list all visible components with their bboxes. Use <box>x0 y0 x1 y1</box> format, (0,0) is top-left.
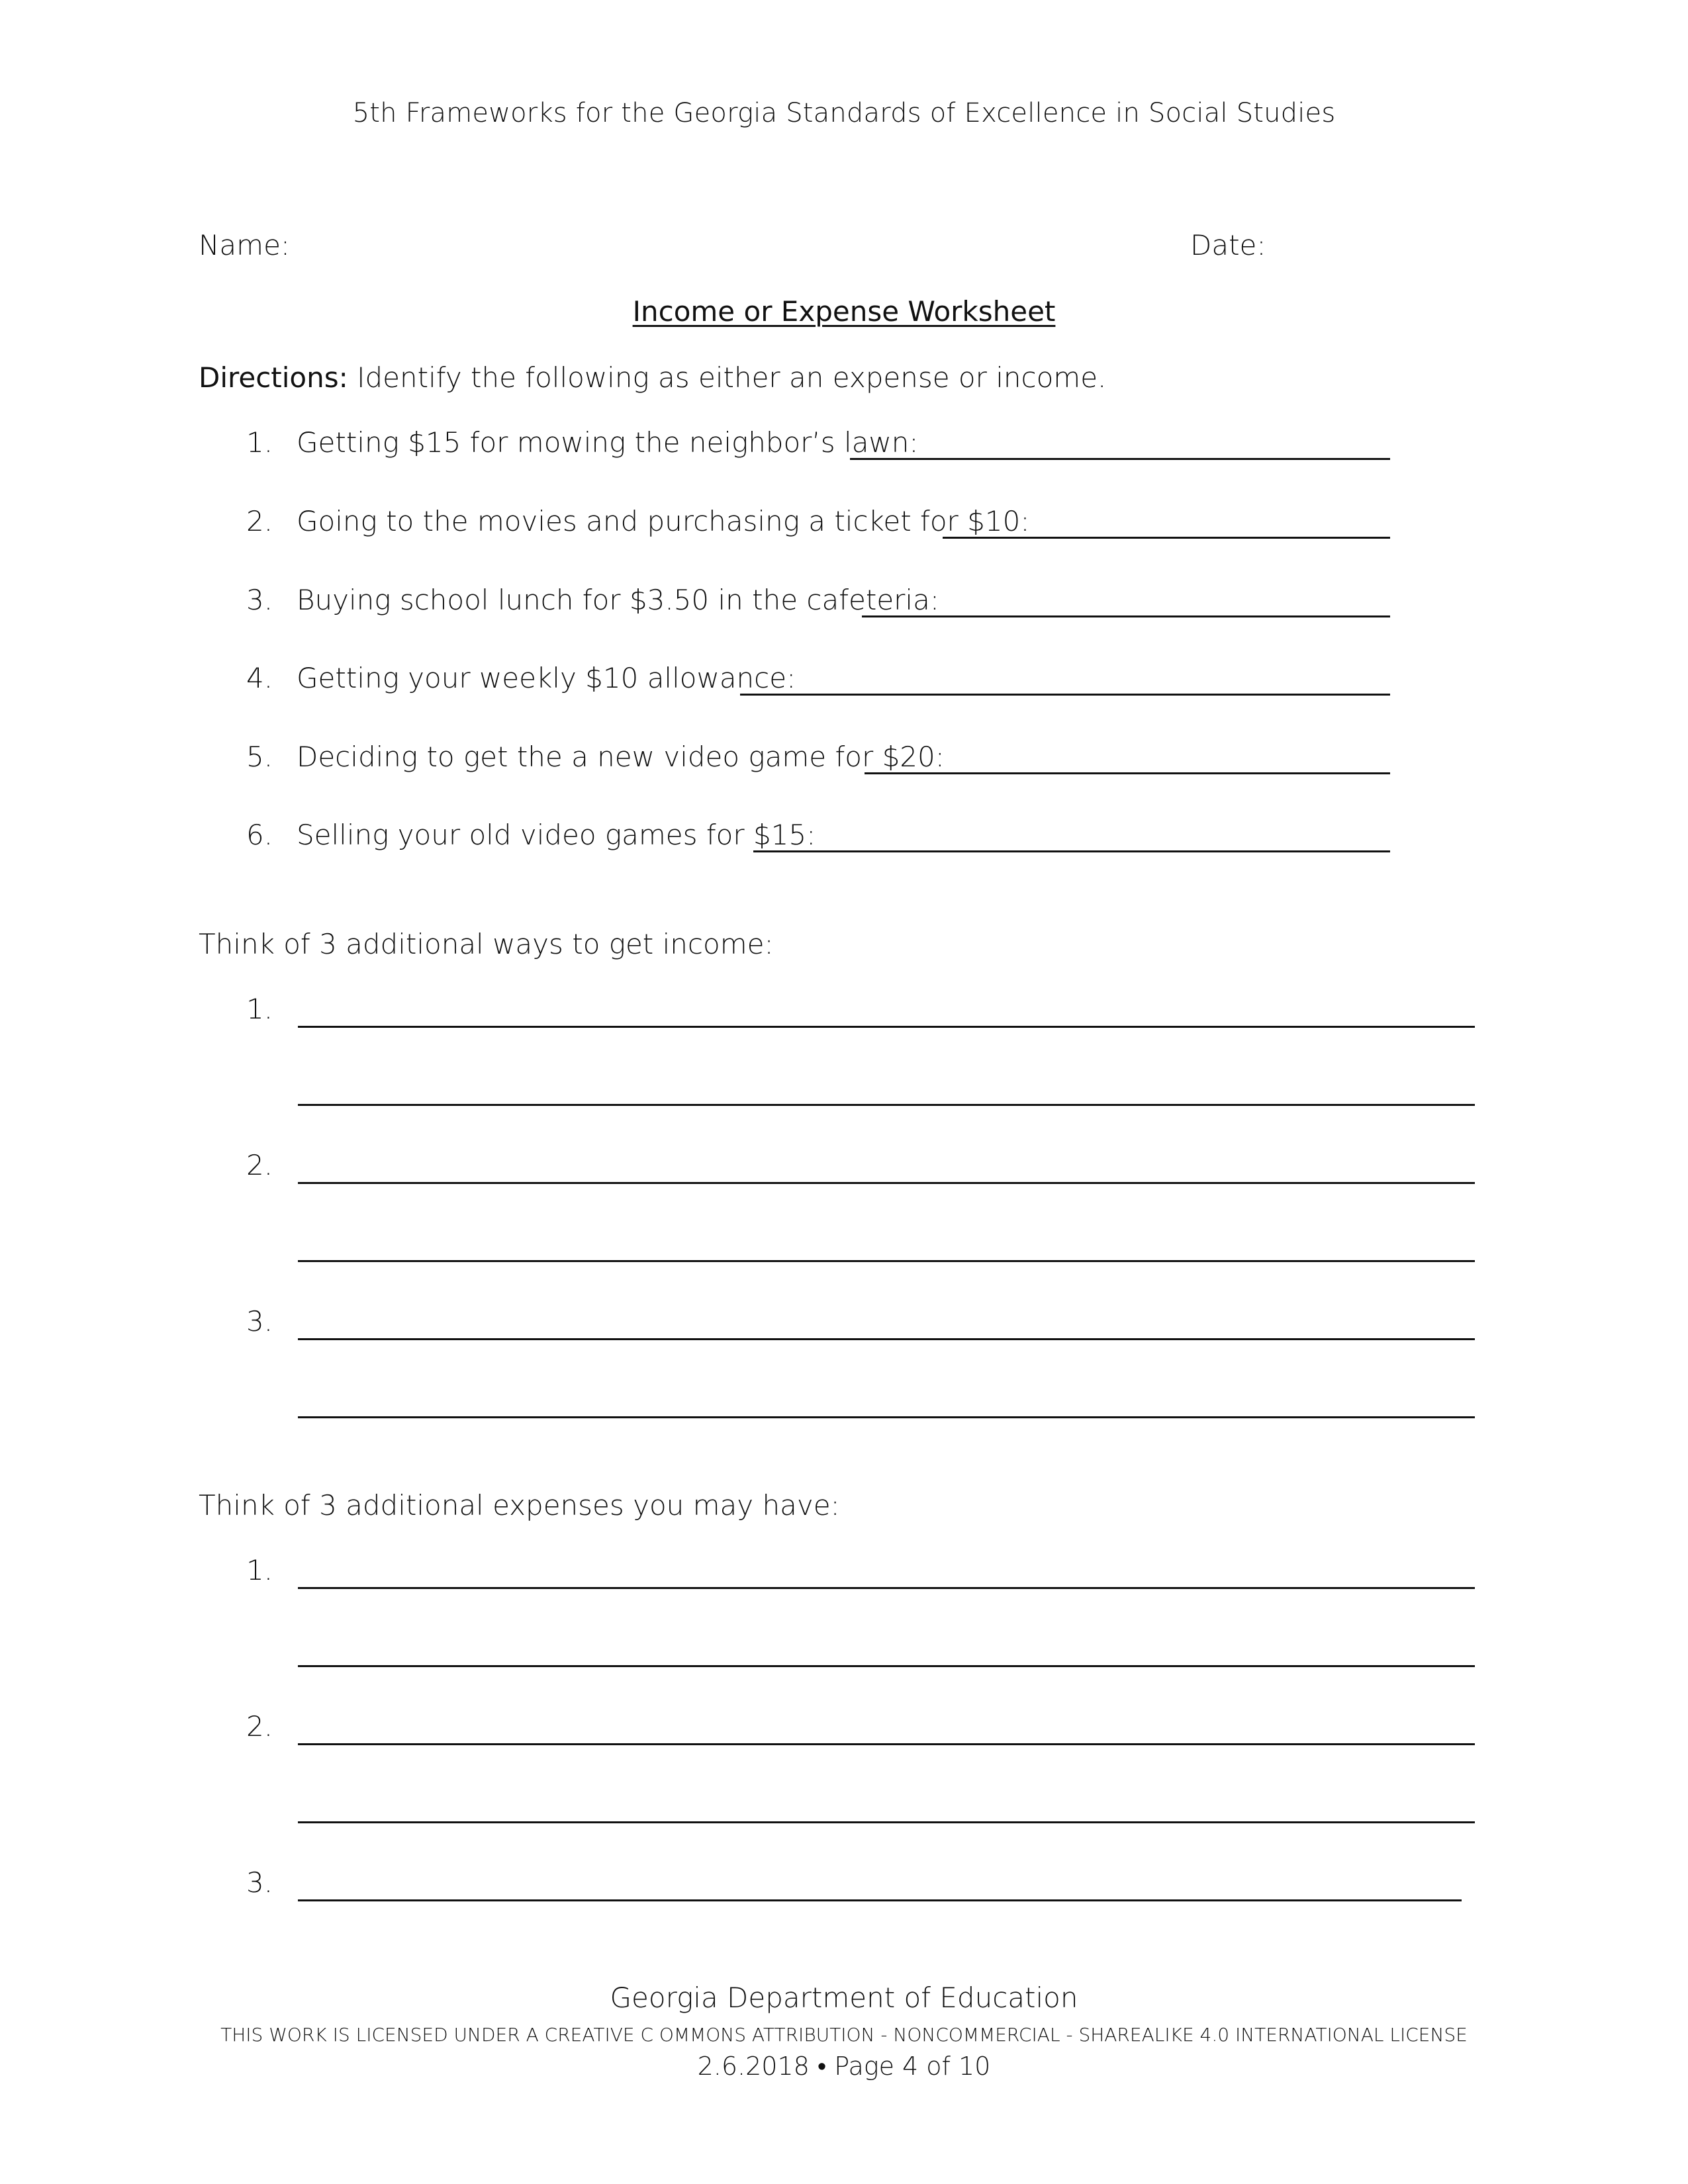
answer-blank[interactable] <box>943 537 1390 539</box>
question-item <box>0 584 1688 623</box>
income-answer-item <box>0 1305 1688 1345</box>
answer-line[interactable] <box>298 1743 1475 1745</box>
answer-number: 2. <box>246 1149 273 1181</box>
question-item <box>0 741 1688 780</box>
answer-line[interactable] <box>298 1182 1475 1184</box>
answer-line[interactable] <box>298 1899 1462 1901</box>
answer-blank[interactable] <box>740 694 1390 696</box>
expense-answer-item <box>0 1866 1688 1906</box>
income-answer-item <box>0 1149 1688 1189</box>
footer-license: THIS WORK IS LICENSED UNDER A CREATIVE C OMMONS ATTRIBUTION - NONCOMMERCIAL - SHAREALIKE 4.0 INTERNATIONAL LICENSE <box>220 2024 1468 2046</box>
question-number: 2. <box>246 505 273 537</box>
directions <box>199 361 1106 394</box>
question-text: Getting your weekly $10 allowance: <box>297 662 796 694</box>
expense-answer-item <box>0 1554 1688 1594</box>
answer-line[interactable] <box>298 1416 1475 1418</box>
question-item <box>0 505 1688 545</box>
question-text: Going to the movies and purchasing a ticket for $10: <box>297 505 1030 537</box>
answer-line[interactable] <box>298 1260 1475 1262</box>
answer-blank[interactable] <box>753 850 1390 852</box>
worksheet-title: Income or Expense Worksheet <box>632 295 1056 328</box>
question-item <box>0 819 1688 858</box>
question-item <box>0 426 1688 466</box>
answer-blank[interactable] <box>862 615 1390 617</box>
footer-org: Georgia Department of Education <box>610 1981 1078 2014</box>
answer-number: 3. <box>246 1866 273 1899</box>
answer-line[interactable] <box>298 1026 1475 1028</box>
income-answer-continuation <box>0 1383 1688 1423</box>
income-answer-item <box>0 993 1688 1032</box>
question-number: 6. <box>246 819 273 851</box>
income-answer-continuation <box>0 1071 1688 1111</box>
answer-line[interactable] <box>298 1821 1475 1823</box>
question-number: 3. <box>246 584 273 616</box>
question-text: Getting $15 for mowing the neighbor’s lawn: <box>297 426 919 459</box>
question-number: 4. <box>246 662 273 694</box>
question-item <box>0 662 1688 702</box>
answer-number: 1. <box>246 1554 273 1586</box>
footer-page-info: 2.6.2018 • Page 4 of 10 <box>697 2052 991 2081</box>
question-number: 1. <box>246 426 273 459</box>
directions-label: Directions: <box>199 361 348 394</box>
name-label: Name: <box>199 229 291 261</box>
answer-line[interactable] <box>298 1587 1475 1589</box>
directions-text: Identify the following as either an expense or income. <box>348 361 1107 394</box>
question-text: Deciding to get the a new video game for $20: <box>297 741 945 773</box>
expense-answer-continuation <box>0 1632 1688 1672</box>
expense-answer-item <box>0 1710 1688 1750</box>
income-answer-continuation <box>0 1227 1688 1267</box>
question-text: Selling your old video games for $15: <box>297 819 816 851</box>
answer-blank[interactable] <box>865 772 1390 774</box>
answer-line[interactable] <box>298 1665 1475 1667</box>
answer-number: 1. <box>246 993 273 1025</box>
answer-line[interactable] <box>298 1338 1475 1340</box>
question-text: Buying school lunch for $3.50 in the cafeteria: <box>297 584 939 616</box>
question-number: 5. <box>246 741 273 773</box>
date-label: Date: <box>1190 229 1266 261</box>
answer-line[interactable] <box>298 1104 1475 1106</box>
answer-blank[interactable] <box>850 458 1390 460</box>
answer-number: 3. <box>246 1305 273 1338</box>
expense-answer-continuation <box>0 1788 1688 1828</box>
answer-number: 2. <box>246 1710 273 1743</box>
expense-section-title: Think of 3 additional expenses you may have: <box>199 1489 840 1522</box>
income-section-title: Think of 3 additional ways to get income: <box>199 928 774 960</box>
page-header: 5th Frameworks for the Georgia Standards of Excellence in Social Studies <box>352 98 1336 128</box>
